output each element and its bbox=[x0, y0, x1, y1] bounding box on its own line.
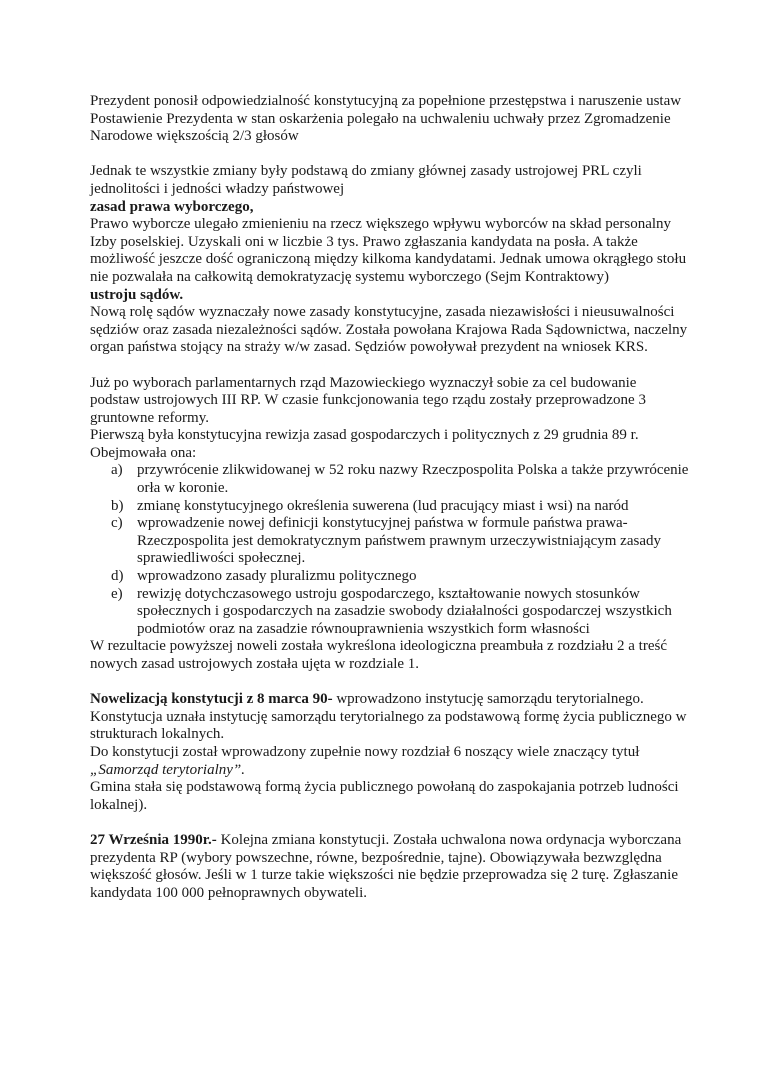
paragraph-prezydent: Prezydent ponosił odpowiedzialność konstytucyjną za popełnione przestępstwa i naruszenie ustaw Postawienie Prezydenta w stan oskarżenia polegało na uchwaleniu uchwały przez Zgromadzenie Narodowe większością 2/3 głosów bbox=[90, 93, 682, 145]
document-page bbox=[90, 93, 690, 902]
heading-prawo-wyborcze bbox=[90, 199, 690, 217]
list-marker: c) bbox=[111, 515, 123, 532]
blank-line bbox=[90, 674, 690, 692]
list-item-text: rewizję dotychczasowego ustroju gospodarczego, kształtowanie nowych stosunków społecznych i gospodarczych na zasadzie swobody działalności gospodarczej wszystkich podmiotów oraz na zasadzie równouprawnienia wszystkich form własności bbox=[137, 585, 672, 637]
heading-ustroj-sadow bbox=[90, 287, 690, 305]
list-item-text: zmianę konstytucyjnego określenia suwerena (lud pracujący miast i wsi) na naród bbox=[137, 497, 629, 514]
list-item-text: wprowadzono zasady pluralizmu politycznego bbox=[137, 568, 417, 585]
nowelizacja-date: Nowelizacją konstytucji z 8 marca 90- bbox=[90, 691, 333, 708]
heading-ustroj-sadow-text: ustroju sądów. bbox=[90, 286, 184, 303]
paragraph-zmiany: Jednak te wszystkie zmiany były podstawą do zmiany głównej zasady ustrojowej PRL czyli jednolitości i jedności władzy państwowej bbox=[90, 163, 642, 197]
list-marker: a) bbox=[111, 462, 123, 479]
blank-line bbox=[90, 814, 690, 832]
list-marker: e) bbox=[111, 585, 123, 602]
paragraph-gmina: Gmina stała się podstawową formą życia publicznego powołaną do zaspokajania potrzeb ludności lokalnej). bbox=[90, 779, 679, 813]
list-item bbox=[90, 515, 690, 568]
heading-prawo-wyborcze-text: zasad prawa wyborczego, bbox=[90, 198, 254, 215]
paragraph-rozdzial: Do konstytucji został wprowadzony zupełnie nowy rozdział 6 noszący wiele znaczący tytuł bbox=[90, 743, 640, 760]
nowelizacja-text: wprowadzono instytucję samorządu terytorialnego. Konstytucja uznała instytucję samorządu terytorialnego za podstawową formę życia publicznego w strukturach lokalnych. bbox=[90, 691, 687, 743]
paragraph-mazowiecki: Już po wyborach parlamentarnych rząd Mazowieckiego wyznaczył sobie za cel budowanie podstaw ustrojowych III RP. W czasie funkcjonowania tego rządu zostały przeprowadzone 3 gruntowne reformy. bbox=[90, 374, 646, 426]
paragraph-rewizja: Pierwszą była konstytucyjna rewizja zasad gospodarczych i politycznych z 29 grudnia 89 r. bbox=[90, 427, 639, 444]
blank-line bbox=[90, 146, 690, 164]
paragraph-sady: Nową rolę sądów wyznaczały nowe zasady konstytucyjne, zasada niezawisłości i nieusuwalności sędziów oraz zasada niezależności sądów. Została powołana Krajowa Rada Sądownictwa, naczelny organ państwa stojący na straży w/w zasad. Sędziów powoływał prezydent na wniosek KRS. bbox=[90, 304, 688, 356]
paragraph-obejmowala: Obejmowała ona: bbox=[90, 444, 197, 461]
list-item-text: wprowadzenie nowej definicji konstytucyjnej państwa w formule państwa prawa- Rzeczpospolita jest demokratycznym państwem prawnym urzeczywistniającym zasady sprawiedliwości społecznej. bbox=[137, 515, 661, 567]
paragraph-rezultat: W rezultacie powyższej noweli została wykreślona ideologiczna preambuła z rozdziału 2 a treść nowych zasad ustrojowych została ujęta w rozdziale 1. bbox=[90, 638, 667, 672]
list-item-text: przywrócenie zlikwidowanej w 52 roku nazwy Rzeczpospolita Polska a także przywrócenie orła w koronie. bbox=[137, 462, 689, 497]
paragraph-wrzesien bbox=[90, 832, 690, 902]
list-marker: b) bbox=[111, 497, 124, 514]
wrzesien-date: 27 Września 1990r.- bbox=[90, 831, 217, 848]
list-item bbox=[90, 462, 690, 497]
wrzesien-text: Kolejna zmiana konstytucji. Została uchwalona nowa ordynacja wyborczana prezydenta RP (wybory powszechne, równe, bezpośrednie, tajne). Obowiązywała bezwzględna większość głosów. Jeśli w 1 turze takie większości nie będzie przeprowadza się 2 turę. Zgłaszanie kandydata 100 000 pełnoprawnych obywateli. bbox=[90, 831, 682, 901]
list-item bbox=[90, 498, 690, 516]
paragraph-nowelizacja bbox=[90, 691, 690, 744]
list-marker: d) bbox=[111, 568, 124, 585]
chapter-title-text: „Samorząd terytorialny”. bbox=[90, 761, 246, 778]
blank-line bbox=[90, 357, 690, 375]
reform-list bbox=[90, 462, 690, 638]
list-item bbox=[90, 586, 690, 639]
list-item bbox=[90, 568, 690, 586]
chapter-title bbox=[90, 762, 690, 780]
paragraph-prawo-wyborcze: Prawo wyborcze ulegało zmienieniu na rzecz większego wpływu wyborców na skład personalny Izby poselskiej. Uzyskali oni w liczbie 3 tys. Prawo zgłaszania kandydata na posła. A także możliwość jeszcze dość ograniczoną między kilkoma kandydatami. Jednak umowa okrągłego stołu nie pozwalała na całkowitą demokratyzację systemu wyborczego (Sejm Kontraktowy) bbox=[90, 216, 687, 285]
